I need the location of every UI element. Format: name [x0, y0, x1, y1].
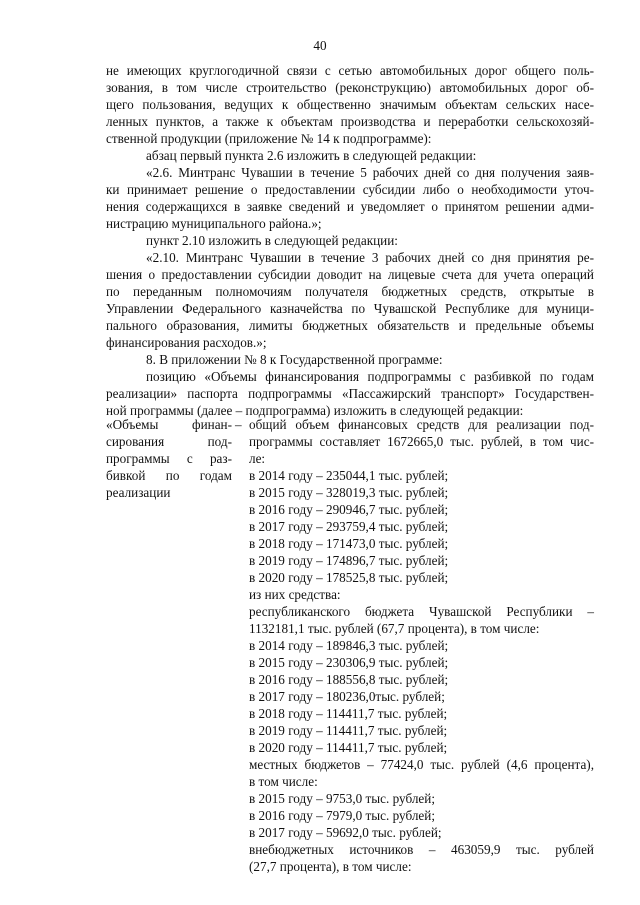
document-body	[106, 62, 594, 419]
table-value-line: в 2015 году – 328019,3 тыс. рублей;	[249, 485, 449, 500]
table-value-line: в 2020 году – 178525,8 тыс. рублей;	[249, 570, 449, 585]
text-line: «2.6. Минтранс Чувашии в течение 5 рабочих дней со дня получения заяв-	[146, 165, 594, 180]
table-value-line: программы составляет 1672665,0 тыс. рублей, в том чис-	[249, 434, 594, 449]
table-value-line: 1132181,1 тыс. рублей (67,7 процента), в том числе:	[249, 621, 540, 636]
table-value-line: из них средства:	[249, 587, 341, 602]
table-value-line: в том числе:	[249, 774, 318, 789]
text-line: ственной продукции (приложение № 14 к подпрограмме):	[106, 131, 432, 146]
text-line: нения содержащихся в заявке сведений и уведомляет о принятом решении адми-	[106, 199, 594, 214]
text-line: ной программы (далее – подпрограмма) изложить в следующей редакции:	[106, 403, 524, 418]
text-line: Управлении Федерального казначейства по Чувашской Республике для муници-	[106, 301, 594, 316]
table-value-line: в 2017 году – 59692,0 тыс. рублей;	[249, 825, 442, 840]
paragraph-punkt-2-10: пункт 2.10 изложить в следующей редакции:	[146, 233, 398, 248]
table-value-line: в 2014 году – 235044,1 тыс. рублей;	[249, 468, 449, 483]
table-value-line: местных бюджетов – 77424,0 тыс. рублей (4,6 процента),	[249, 757, 594, 772]
table-dash: –	[235, 417, 242, 432]
table-label-column	[106, 416, 232, 501]
table-value-column	[249, 416, 594, 875]
text-line: пального образования, лимиты бюджетных обязательств и предельные объемы	[106, 318, 594, 333]
text-line: «2.10. Минтранс Чувашии в течение 3 рабочих дней со дня принятия ре-	[146, 250, 594, 265]
table-value-line: в 2016 году – 7979,0 тыс. рублей;	[249, 808, 435, 823]
table-value-line: в 2018 году – 171473,0 тыс. рублей;	[249, 536, 449, 551]
table-value-line: общий объем финансовых средств для реализации под-	[249, 417, 594, 432]
table-value-line: в 2018 году – 114411,7 тыс. рублей;	[249, 706, 448, 721]
intro-paragraph	[106, 62, 594, 147]
page-number: 40	[313, 38, 327, 53]
text-line: щего пользования, ведущих к общественно значимым объектам сельских насе-	[106, 97, 594, 112]
table-label-line: бивкой по годам	[106, 468, 232, 483]
paragraph-2-6	[106, 164, 594, 232]
text-line: ленных пунктов, а также к объектам производства и переработки сельскохозяй-	[106, 114, 594, 129]
table-value-line: в 2017 году – 180236,0тыс. рублей;	[249, 689, 445, 704]
paragraph-position	[106, 368, 594, 419]
table-label-line: реализации	[106, 485, 171, 500]
table-value-line: в 2019 году – 114411,7 тыс. рублей;	[249, 723, 448, 738]
table-label-line: сирования под-	[106, 434, 232, 449]
table-value-line: в 2014 году – 189846,3 тыс. рублей;	[249, 638, 449, 653]
paragraph-item-8: 8. В приложении № 8 к Государственной программе:	[146, 352, 443, 367]
table-value-line: (27,7 процента), в том числе:	[249, 859, 412, 874]
paragraph-abzac: абзац первый пункта 2.6 изложить в следующей редакции:	[146, 148, 477, 163]
paragraph-2-10	[106, 249, 594, 351]
table-value-line: республиканского бюджета Чувашской Республики –	[249, 604, 594, 619]
text-line: ки принимает решение о предоставлении субсидии либо о необходимости уточ-	[106, 182, 594, 197]
text-line: не имеющих круглогодичной связи с сетью автомобильных дорог общего поль-	[106, 63, 594, 78]
text-line: позицию «Объемы финансирования подпрограммы с разбивкой по годам	[146, 369, 594, 384]
table-value-line: в 2017 году – 293759,4 тыс. рублей;	[249, 519, 449, 534]
table-value-line: в 2015 году – 9753,0 тыс. рублей;	[249, 791, 435, 806]
table-value-line: в 2016 году – 188556,8 тыс. рублей;	[249, 672, 449, 687]
table-value-line: в 2019 году – 174896,7 тыс. рублей;	[249, 553, 449, 568]
table-label-line: программы с раз-	[106, 451, 232, 466]
table-value-line: ле:	[249, 451, 266, 466]
table-value-line: в 2020 году – 114411,7 тыс. рублей;	[249, 740, 448, 755]
text-line: зования, в том числе строительство (реконструкцию) автомобильных дорог об-	[106, 80, 594, 95]
text-line: нистрацию муниципального района.»;	[106, 216, 322, 231]
table-value-line: в 2015 году – 230306,9 тыс. рублей;	[249, 655, 449, 670]
text-line: финансирования расходов.»;	[106, 335, 267, 350]
table-label-line: «Объемы финан-	[106, 417, 232, 432]
text-line: шения о предоставлении субсидии доводит на лицевые счета для учета операций	[106, 267, 594, 282]
text-line: по переданным полномочиям получателя бюджетных средств, открытые в	[106, 284, 594, 299]
table-value-line: в 2016 году – 290946,7 тыс. рублей;	[249, 502, 449, 517]
text-line: реализации» паспорта подпрограммы «Пассажирский транспорт» Государствен-	[106, 386, 594, 401]
table-value-line: внебюджетных источников – 463059,9 тыс. рублей	[249, 842, 594, 857]
